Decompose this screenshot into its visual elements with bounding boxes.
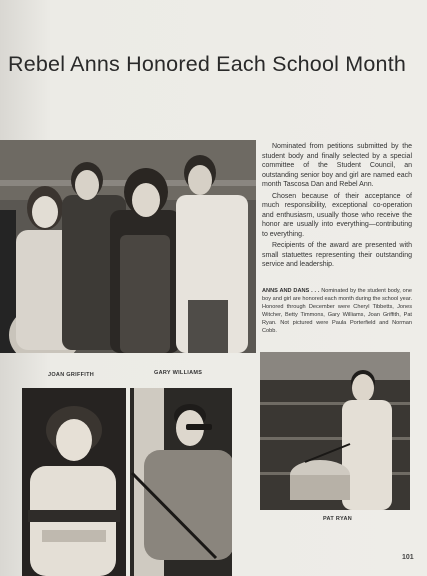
body-paragraph: Recipients of the award are presented with small statuettes representing their outstanding service and leadership. — [262, 242, 412, 268]
label-pat-ryan: PAT RYAN — [323, 516, 352, 522]
joan-griffith-photo — [22, 388, 126, 576]
pat-ryan-image — [260, 352, 410, 510]
label-joan-griffith: JOAN GRIFFITH — [48, 372, 95, 378]
joan-griffith-image — [22, 388, 126, 576]
body-paragraph: Chosen because of their acceptance of much responsibility, exceptional co-operation and enthusiasm, usually those who receive the honor are usually into everything—contributing to everything. — [262, 192, 412, 238]
caption-text: Nominated by the student body, one boy and girl are honored each month during the school year. Honored through December were Cheryl Tibbetts, Jones Witcher, Betty Timmons, Gary Williams, Joan Griffith, Pat Ryan. Not pictured were Paula Porterfield and Norman Cobb. — [262, 288, 413, 334]
pat-ryan-photo — [260, 352, 410, 510]
page-number: 101 — [402, 554, 414, 561]
page-headline: Rebel Anns Honored Each School Month — [8, 52, 407, 76]
article-body — [262, 142, 412, 272]
caption-lead: ANNS AND DANS . . . — [262, 288, 320, 294]
label-gary-williams: GARY WILLIAMS — [154, 370, 203, 376]
group-photo-caption — [262, 287, 412, 335]
group-photo-image — [0, 140, 256, 353]
gary-williams-image — [130, 388, 232, 576]
gary-williams-photo — [130, 388, 232, 576]
body-paragraph: Nominated from petitions submitted by the student body and finally selected by a special committee of the Student Council, an outstanding senior boy and girl are named each month Tascosa Dan and Rebel Ann. — [262, 143, 412, 188]
group-photo — [0, 140, 256, 353]
